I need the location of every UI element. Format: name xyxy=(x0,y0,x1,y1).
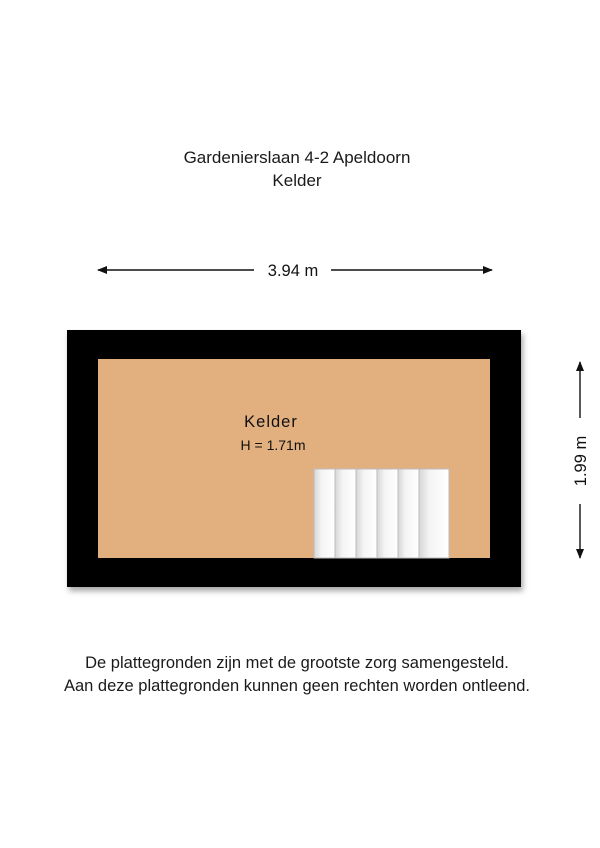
height-dimension xyxy=(572,362,590,558)
room-height: H = 1.71m xyxy=(240,437,306,453)
floor-title: Kelder xyxy=(272,171,322,190)
stairs xyxy=(314,469,449,558)
stair-step xyxy=(398,469,419,558)
stair-step xyxy=(377,469,398,558)
width-dimension xyxy=(98,262,492,280)
disclaimer-line-1: De plattegronden zijn met de grootste zorg samengesteld. xyxy=(85,654,509,672)
stair-step xyxy=(335,469,356,558)
width-label: 3.94 m xyxy=(267,262,319,280)
height-label: 1.99 m xyxy=(572,435,590,487)
stair-step xyxy=(356,469,377,558)
stair-step xyxy=(314,469,335,558)
address-title: Gardenierslaan 4-2 Apeldoorn xyxy=(183,148,411,167)
disclaimer-line-2: Aan deze plattegronden kunnen geen rechten worden ontleend. xyxy=(63,677,531,695)
disclaimer xyxy=(0,652,594,698)
stair-landing xyxy=(419,469,449,558)
room-name: Kelder xyxy=(244,413,298,431)
